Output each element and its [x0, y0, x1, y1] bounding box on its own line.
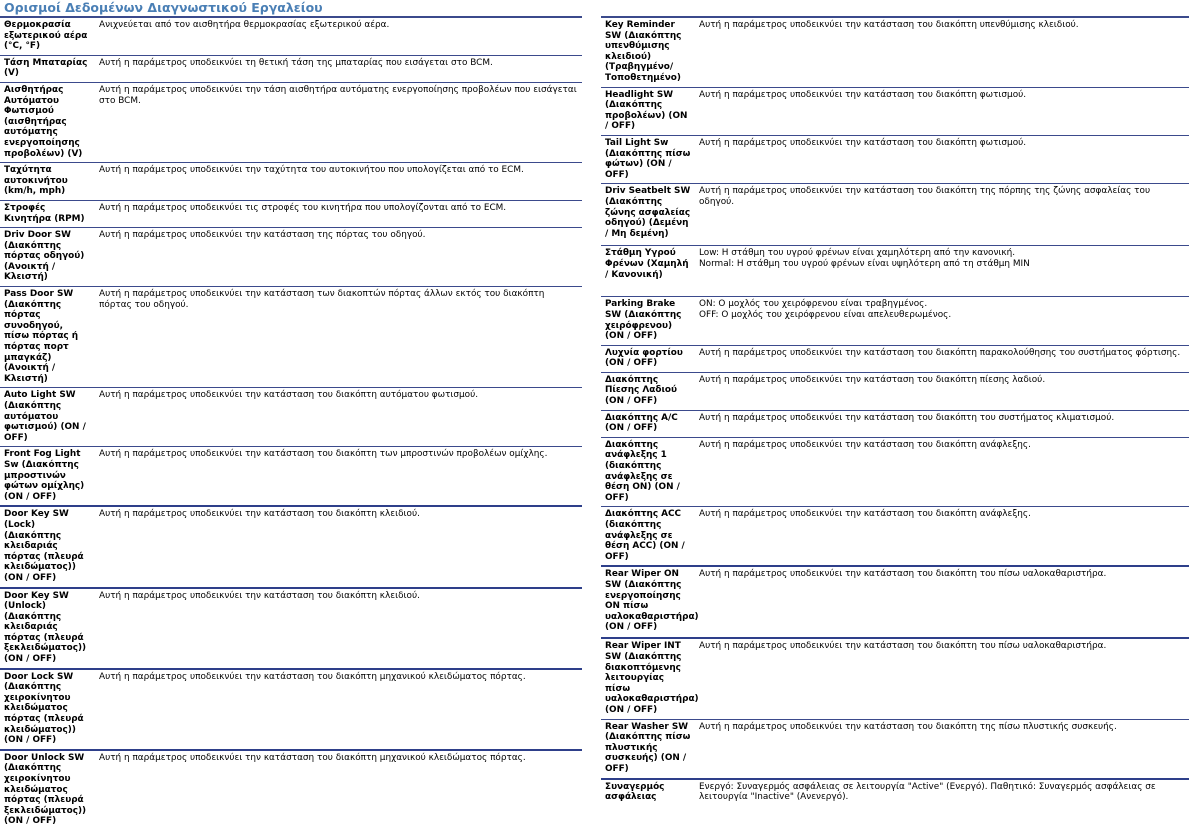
page-title: Ορισμοί Δεδομένων Διαγνωστικού Εργαλείου [4, 0, 323, 15]
definitions-table-left [0, 16, 582, 830]
param-desc: Αυτή η παράμετρος υποδεικνύει την κατάσταση του διακόπτη υπενθύμισης κλειδιού. [699, 20, 1079, 30]
param-name: Headlight SW (Διακόπτης προβολέων) (ON / OFF) [605, 89, 688, 132]
brake-fluid-low-text: Low: Η στάθμη του υγρού φρένων είναι χαμηλότερη από την κανονική. [699, 248, 1016, 259]
param-name: Τάση Μπαταρίας (V) [4, 57, 88, 79]
param-name: Parking Brake SW (Διακόπτης χειρόφρενου) (ON / OFF) [605, 299, 682, 342]
parking-brake-on-text: ON: Ο μοχλός του χειρόφρενου είναι τραβηγμένος. [699, 299, 928, 310]
param-desc: Αυτή η παράμετρος υποδεικνύει την κατάσταση του διακόπτη μηχανικού κλειδώματος πόρτας. [99, 752, 526, 763]
table-row [601, 638, 1189, 719]
param-name: Ταχύτητα αυτοκινήτου (km/h, mph) [4, 165, 68, 197]
param-name: Door Key SW (Unlock) (Διακόπτης κλειδαριάς πόρτας (πλευρά ξεκλειδώματος)) (ON / OFF) [4, 590, 87, 665]
table-row [601, 410, 1189, 437]
left-column [0, 16, 582, 830]
param-desc: Αυτή η παράμετρος υποδεικνύει την κατάσταση του διακόπτη του πίσω υαλοκαθαριστήρα. [699, 569, 1107, 580]
table-row [0, 388, 582, 447]
param-name: Διακόπτης A/C (ON / OFF) [605, 412, 678, 434]
table-row [601, 246, 1189, 297]
param-desc: Αυτή η παράμετρος υποδεικνύει την κατάσταση του διακόπτη ανάφλεξης. [699, 509, 1031, 520]
param-desc: Αυτή η παράμετρος υποδεικνύει την ταχύτητα του αυτοκινήτου που υπολογίζεται από το ECM. [99, 165, 524, 176]
param-desc: Αυτή η παράμετρος υποδεικνύει την κατάσταση του διακόπτη της πόρπης της ζώνης ασφαλείας του οδηγού. [699, 186, 1151, 207]
table-row [601, 507, 1189, 566]
table-row [0, 669, 582, 750]
param-name: Auto Light SW (Διακόπτης αυτόματου φωτισμού) (ON / OFF) [4, 390, 86, 443]
param-desc: Αυτή η παράμετρος υποδεικνύει την κατάσταση του διακόπτη του πίσω υαλοκαθαριστήρα. [699, 641, 1107, 652]
table-row [601, 297, 1189, 345]
param-desc: Αυτή η παράμετρος υποδεικνύει την κατάσταση του διακόπτη φωτισμού. [699, 89, 1027, 100]
table-row [601, 719, 1189, 778]
param-name: Στροφές Κινητήρα (RPM) [4, 202, 85, 224]
param-name: Rear Washer SW (Διακόπτης πίσω πλυστικής συσκευής) (ON / OFF) [605, 721, 691, 774]
table-row [601, 135, 1189, 183]
table-row [601, 779, 1189, 811]
param-name: Pass Door SW (Διακόπτης πόρτας συνοδηγού, πίσω πόρτας ή πόρτας πορτ μπαγκάζ) (Ανοικτή / Κλειστή) [4, 289, 79, 384]
param-desc: Αυτή η παράμετρος υποδεικνύει την κατάσταση του διακόπτη αυτόματου φωτισμού. [99, 390, 479, 401]
table-row [0, 588, 582, 669]
param-name: Αισθητήρας Αυτόματου Φωτισμού (αισθητήρας αυτόματης ενεργοποίησης προβολέων) (V) [4, 84, 83, 159]
param-desc: Αυτή η παράμετρος υποδεικνύει την κατάσταση του διακόπτη κλειδιού. [99, 590, 420, 601]
table-row [0, 228, 582, 287]
table-row [0, 750, 582, 830]
param-name: Θερμοκρασία εξωτερικού αέρα (°C, °F) [4, 20, 88, 52]
param-desc: Αυτή η παράμετρος υποδεικνύει τη θετική τάση της μπαταρίας που εισάγεται στο BCM. [99, 57, 493, 68]
table-row [601, 17, 1189, 87]
param-desc: Αυτή η παράμετρος υποδεικνύει την κατάσταση του διακόπτη ανάφλεξης. [699, 439, 1031, 450]
right-column [601, 16, 1189, 811]
param-name: Door Key SW (Lock) (Διακόπτης κλειδαριάς πόρτας (πλευρά κλειδώματος)) (ON / OFF) [4, 509, 84, 583]
param-name: Λυχνία φορτίου (ON / OFF) [605, 347, 683, 369]
table-row [0, 82, 582, 162]
parking-brake-off-text: OFF: Ο μοχλός του χειρόφρενου είναι απελευθερωμένος. [699, 309, 952, 320]
param-name: Rear Wiper ON SW (Διακόπτης ενεργοποίησης ON πίσω υαλοκαθαριστήρα) (ON / OFF) [605, 569, 699, 633]
param-name: Διακόπτης ACC (διακόπτης ανάφλεξης σε θέση ACC) (ON / OFF) [605, 509, 685, 562]
param-name: Διακόπτης ανάφλεξης 1 (διακόπτης ανάφλεξης σε θέση ON) (ON / OFF) [605, 439, 680, 503]
table-row [0, 200, 582, 227]
brake-fluid-normal-text: Normal: Η στάθμη του υγρού φρένων είναι υψηλότερη από τη στάθμη MIN [699, 258, 1030, 269]
definitions-table-right [601, 16, 1189, 811]
param-desc: Αυτή η παράμετρος υποδεικνύει την κατάσταση του διακόπτη μηχανικού κλειδώματος πόρτας. [99, 671, 526, 682]
param-desc [693, 297, 1189, 345]
param-desc: Αυτή η παράμετρος υποδεικνύει την κατάσταση του διακόπτη του συστήματος κλιματισμού. [699, 412, 1115, 423]
table-row [601, 87, 1189, 135]
param-desc: Αυτή η παράμετρος υποδεικνύει την κατάσταση του διακόπτη φωτισμού. [699, 137, 1027, 148]
table-row [601, 345, 1189, 372]
param-desc [693, 246, 1189, 297]
param-desc: Αυτή η παράμετρος υποδεικνύει την κατάσταση του διακόπτη της πίσω πλυστικής συσκευής. [699, 721, 1117, 732]
table-row [601, 437, 1189, 507]
param-name: Διακόπτης Πίεσης Λαδιού (ON / OFF) [605, 374, 678, 407]
param-desc: Αυτή η παράμετρος υποδεικνύει την κατάσταση του διακόπτη πίεσης λαδιού. [699, 374, 1046, 385]
param-name: Tail Light Sw (Διακόπτης πίσω φώτων) (ON / OFF) [605, 137, 691, 180]
table-row [0, 163, 582, 201]
table-row [0, 287, 582, 388]
param-name: Rear Wiper INT SW (Διακόπτης διακοπτόμενης λειτουργίας πίσω υαλοκαθαριστήρα) (ON / OFF) [605, 641, 699, 715]
table-row [0, 55, 582, 82]
param-desc: Αυτή η παράμετρος υποδεικνύει την κατάσταση του διακόπτη κλειδιού. [99, 509, 420, 520]
param-desc: Αυτή η παράμετρος υποδεικνύει την κατάσταση του διακόπτη παρακολούθησης του συστήματος φόρτισης. [699, 347, 1181, 358]
param-name: Door Lock SW (Διακόπτης χειροκίνητου κλειδώματος πόρτας (πλευρά κλειδώματος)) (ON / OFF) [4, 671, 84, 746]
param-name: Συναγερμός ασφάλειας [605, 781, 665, 803]
table-row [601, 184, 1189, 246]
param-name: Driv Seatbelt SW (Διακόπτης ζώνης ασφαλείας οδηγού) (Δεμένη / Μη δεμένη) [605, 186, 691, 239]
param-desc: Αυτή η παράμετρος υποδεικνύει την κατάσταση του διακόπτη των μπροστινών προβολέων ομίχλης. [99, 449, 548, 460]
param-name: Στάθμη Υγρού Φρένων (Χαμηλή / Κανονική) [605, 248, 689, 280]
param-desc: Αυτή η παράμετρος υποδεικνύει την κατάσταση της πόρτας του οδηγού. [99, 230, 426, 241]
table-row [601, 566, 1189, 638]
param-desc: Ανιχνεύεται από τον αισθητήρα θερμοκρασίας εξωτερικού αέρα. [99, 20, 390, 30]
param-desc: Αυτή η παράμετρος υποδεικνύει τις στροφές του κινητήρα που υπολογίζονται από το ECM. [99, 202, 507, 213]
param-name: Front Fog Light Sw (Διακόπτης μπροστινών φώτων ομίχλης) (ON / OFF) [4, 449, 85, 502]
param-name: Key Reminder SW (Διακόπτης υπενθύμισης κλειδιού) (Τραβηγμένο/ Τοποθετημένο) [605, 20, 682, 83]
param-name: Driv Door SW (Διακόπτης πόρτας οδηγού) (Ανοικτή / Κλειστή) [4, 230, 85, 283]
table-row [0, 447, 582, 506]
table-row [0, 17, 582, 55]
param-desc: Αυτή η παράμετρος υποδεικνύει την τάση αισθητήρα αυτόματης ενεργοποίησης προβολέων που εισάγεται στο BCM. [99, 84, 577, 106]
param-desc: Ενεργό: Συναγερμός ασφάλειας σε λειτουργία "Active" (Ενεργό). Παθητικό: Συναγερμός ασφάλειας σε λειτουργία "Inactive" (Ανενεργό). [699, 781, 1156, 803]
param-name: Door Unlock SW (Διακόπτης χειροκίνητου κλειδώματος πόρτας (πλευρά ξεκλειδώματος)) (ON / OFF) [4, 752, 87, 827]
table-row [601, 372, 1189, 410]
param-desc: Αυτή η παράμετρος υποδεικνύει την κατάσταση των διακοπτών πόρτας άλλων εκτός του διακόπτη πόρτας του οδηγού. [99, 289, 545, 310]
table-row [0, 506, 582, 587]
